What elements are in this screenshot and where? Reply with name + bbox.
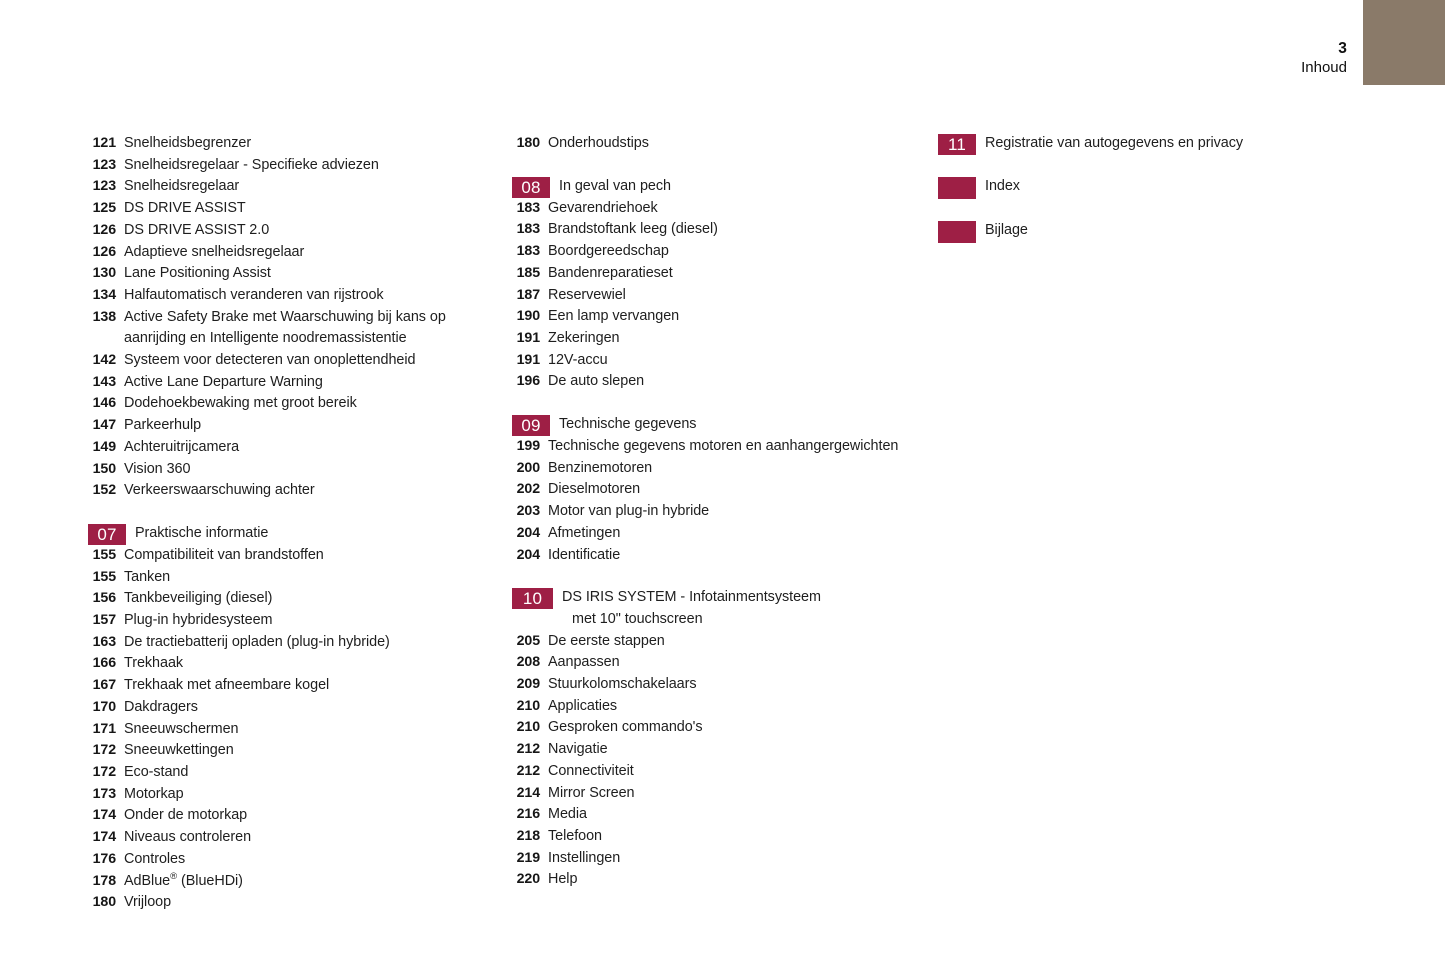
toc-entry-page: 138 (92, 308, 116, 325)
toc-entry[interactable] (88, 480, 488, 502)
toc-entry[interactable] (88, 805, 488, 827)
toc-entry[interactable] (88, 719, 488, 741)
toc-entry-title: Motorkap (124, 785, 184, 802)
toc-entry-page: 174 (92, 829, 116, 846)
section-spacer (88, 502, 488, 523)
section-spacer (938, 155, 1358, 176)
toc-entry[interactable] (512, 133, 912, 155)
toc-entry-page: 212 (516, 762, 540, 779)
toc-entry-title: Dakdragers (124, 698, 198, 715)
toc-entry-page: 183 (516, 221, 540, 238)
toc-entry[interactable] (512, 761, 912, 783)
toc-entry-page: 123 (92, 178, 116, 195)
toc-column-3 (938, 133, 1358, 243)
toc-entry-page: 199 (516, 438, 540, 455)
toc-entry[interactable] (88, 588, 488, 610)
toc-entry-title: Onderhoudstips (548, 135, 649, 151)
toc-entry-page: 183 (516, 199, 540, 216)
toc-entry-page: 214 (516, 784, 540, 801)
toc-chapter-heading[interactable] (938, 220, 1358, 243)
toc-entry-title: Gevarendriehoek (548, 199, 658, 216)
toc-entry-title: Active Lane Departure Warning (124, 373, 323, 390)
chapter-number-badge: 10 (512, 588, 553, 609)
section-spacer (512, 566, 912, 587)
toc-entry[interactable] (512, 739, 912, 761)
toc-entry-title: Lane Positioning Assist (124, 265, 271, 282)
toc-entry-page: 200 (516, 459, 540, 476)
toc-entry-title: Motor van plug-in hybride (548, 503, 710, 520)
toc-chapter-heading[interactable] (512, 176, 912, 198)
toc-entry-page: 130 (92, 265, 116, 282)
toc-entry[interactable] (512, 696, 912, 718)
toc-entry[interactable] (88, 653, 488, 675)
toc-entry-title: Zekeringen (548, 329, 620, 346)
toc-entry-page: 204 (516, 524, 540, 541)
toc-entry-title: Gesproken commando's (548, 719, 703, 736)
toc-entry-page: 174 (92, 807, 116, 824)
toc-entry-title: Compatibiliteit van brandstoffen (124, 546, 324, 563)
toc-entry-title: Help (548, 871, 578, 888)
toc-entry-title: Dodehoekbewaking met groot bereik (124, 395, 357, 412)
section-spacer (512, 155, 912, 176)
toc-entry-page: 210 (516, 697, 540, 714)
toc-entry-title: Een lamp vervangen (548, 308, 680, 325)
toc-entry-title: Niveaus controleren (124, 829, 252, 846)
section-spacer (512, 393, 912, 414)
toc-entry-page: 126 (92, 221, 116, 238)
toc-entry-page: 157 (92, 612, 116, 629)
toc-entry[interactable] (88, 827, 488, 849)
toc-entry-page: 146 (92, 395, 116, 412)
toc-entry-title: Connectiviteit (548, 762, 634, 779)
chapter-title: Praktische informatie (135, 524, 269, 541)
toc-entry-title: Onder de motorkap (124, 807, 248, 824)
toc-entry-page: 202 (516, 481, 540, 498)
toc-entry[interactable] (512, 371, 912, 393)
toc-entry-page: 155 (92, 568, 116, 585)
header-corner-tab (1363, 0, 1445, 85)
toc-entry-title: Stuurkolomschakelaars (548, 676, 697, 693)
toc-entry-title: De auto slepen (548, 373, 645, 390)
toc-entry-page: 203 (516, 503, 540, 520)
toc-entry[interactable] (88, 133, 488, 155)
toc-entry-page: 183 (516, 243, 540, 260)
toc-entry-title: Systeem voor detecteren van onoplettendheid (124, 352, 416, 369)
toc-entry-title: Navigatie (548, 741, 608, 758)
toc-entry[interactable] (512, 458, 912, 480)
toc-entry[interactable] (512, 545, 912, 567)
toc-entry[interactable] (512, 479, 912, 501)
toc-entry-title: Technische gegevens motoren en aanhangergewichten (548, 438, 899, 455)
toc-entry-title: Halfautomatisch veranderen van rijstrook (124, 286, 384, 303)
toc-entry-title: Snelheidsregelaar - Specifieke adviezen (124, 156, 379, 173)
toc-entry-title: 12V-accu (548, 351, 608, 368)
toc-entry[interactable] (88, 740, 488, 762)
toc-entry-title: Controles (124, 850, 186, 867)
toc-entry[interactable] (88, 567, 488, 589)
toc-entry[interactable] (512, 328, 912, 350)
toc-entry-page: 155 (92, 546, 116, 563)
toc-entry-title: Mirror Screen (548, 784, 635, 801)
chapter-title: Index (985, 178, 1020, 194)
toc-entry-page: 173 (92, 785, 116, 802)
toc-entry-page: 143 (92, 373, 116, 390)
toc-entry-page: 209 (516, 676, 540, 693)
toc-entry[interactable] (88, 892, 488, 914)
chapter-number-badge (938, 177, 976, 199)
toc-entry-title: Adaptieve snelheidsregelaar (124, 243, 305, 260)
toc-entry[interactable] (88, 372, 488, 394)
toc-entry-page: 210 (516, 719, 540, 736)
toc-entry[interactable] (88, 155, 488, 177)
toc-entry-page: 142 (92, 352, 116, 369)
toc-entry-title: Trekhaak met afneembare kogel (124, 677, 330, 694)
toc-chapter-heading[interactable] (938, 133, 1358, 155)
toc-entry[interactable] (512, 804, 912, 826)
toc-entry-title: Reservewiel (548, 286, 626, 303)
toc-entry-title: Active Safety Brake met Waarschuwing bij kans op aanrijding en Intelligente noodremassistentie (124, 308, 446, 347)
toc-entry[interactable] (88, 415, 488, 437)
toc-entry-title: Aanpassen (548, 654, 620, 671)
toc-entry[interactable] (88, 849, 488, 871)
toc-entry-title: Applicaties (548, 697, 618, 714)
toc-entry-page: 170 (92, 698, 116, 715)
toc-entry[interactable] (512, 219, 912, 241)
toc-entry-page: 176 (92, 850, 116, 867)
toc-entry-page: 152 (92, 482, 116, 499)
toc-entry-page: 187 (516, 286, 540, 303)
toc-entry-title: DS DRIVE ASSIST (124, 200, 246, 217)
toc-entry[interactable] (512, 501, 912, 523)
toc-entry[interactable] (88, 545, 488, 567)
toc-entry[interactable] (88, 198, 488, 220)
chapter-number-badge: 08 (512, 177, 550, 198)
toc-entry-title: Tankbeveiliging (diesel) (124, 590, 273, 607)
toc-entry-title: Plug-in hybridesysteem (124, 612, 273, 629)
toc-entry-title: Instellingen (548, 849, 621, 866)
toc-entry[interactable] (88, 871, 488, 893)
toc-entry[interactable] (512, 241, 912, 263)
toc-entry-title: Sneeuwschermen (124, 720, 239, 737)
toc-entry-page: 123 (92, 156, 116, 173)
toc-chapter-heading[interactable] (938, 176, 1358, 199)
chapter-number-badge: 11 (938, 134, 976, 155)
toc-entry[interactable] (512, 350, 912, 372)
toc-entry-page: 180 (516, 135, 540, 151)
toc-entry-page: 172 (92, 742, 116, 759)
chapter-title: Technische gegevens (559, 416, 697, 433)
toc-entry-title: De eerste stappen (548, 632, 665, 649)
toc-entry-page: 208 (516, 654, 540, 671)
toc-entry-page: 150 (92, 460, 116, 477)
toc-entry-page: 147 (92, 417, 116, 434)
toc-entry-title: Afmetingen (548, 524, 621, 541)
toc-entry-page: 180 (92, 894, 116, 911)
toc-entry[interactable] (88, 697, 488, 719)
toc-entry-page: 220 (516, 871, 540, 888)
chapter-title: In geval van pech (559, 177, 671, 194)
toc-column-2 (512, 133, 912, 891)
toc-entry-title: Tanken (124, 568, 171, 585)
page-number: 3 (1338, 40, 1347, 57)
toc-entry-title: De tractiebatterij opladen (plug-in hybride) (124, 633, 390, 650)
toc-chapter-heading[interactable] (512, 414, 912, 436)
toc-entry-title: Achteruitrijcamera (124, 438, 240, 455)
toc-entry-title: Identificatie (548, 546, 621, 563)
page-header (1150, 40, 1347, 77)
toc-entry[interactable] (512, 869, 912, 891)
toc-entry[interactable] (88, 307, 488, 350)
toc-entry-title: Brandstoftank leeg (diesel) (548, 221, 718, 238)
toc-chapter-heading[interactable] (512, 587, 912, 630)
toc-entry-page: 166 (92, 655, 116, 672)
chapter-title: Registratie van autogegevens en privacy (985, 135, 1244, 151)
toc-entry-page: 205 (516, 632, 540, 649)
toc-entry-title: Parkeerhulp (124, 417, 202, 434)
chapter-title: DS IRIS SYSTEM - Infotainmentsysteem met 10" touchscreen (562, 587, 912, 630)
toc-entry-page: 172 (92, 763, 116, 780)
toc-entry-title: Trekhaak (124, 655, 184, 672)
toc-entry[interactable] (88, 285, 488, 307)
toc-entry[interactable] (88, 220, 488, 242)
toc-entry[interactable] (512, 263, 912, 285)
toc-entry-page: 196 (516, 373, 540, 390)
toc-entry[interactable] (512, 826, 912, 848)
toc-entry[interactable] (512, 198, 912, 220)
toc-entry[interactable] (512, 717, 912, 739)
toc-entry[interactable] (512, 306, 912, 328)
toc-entry[interactable] (88, 242, 488, 264)
toc-entry-page: 191 (516, 329, 540, 346)
toc-entry-title: Snelheidsbegrenzer (124, 135, 252, 151)
toc-entry-page: 185 (516, 264, 540, 281)
toc-entry[interactable] (88, 263, 488, 285)
toc-entry-page: 178 (92, 872, 116, 889)
toc-entry[interactable] (512, 674, 912, 696)
toc-entry[interactable] (88, 632, 488, 654)
toc-entry-page: 171 (92, 720, 116, 737)
toc-entry[interactable] (88, 675, 488, 697)
toc-entry[interactable] (512, 285, 912, 307)
toc-entry[interactable] (88, 176, 488, 198)
toc-entry-title: Media (548, 806, 587, 823)
section-title: Inhoud (1301, 59, 1347, 77)
toc-entry[interactable] (88, 610, 488, 632)
toc-entry-title: AdBlue® (BlueHDi) (124, 870, 243, 889)
toc-entry-page: 218 (516, 827, 540, 844)
toc-entry[interactable] (88, 762, 488, 784)
toc-entry-page: 134 (92, 286, 116, 303)
toc-entry[interactable] (512, 848, 912, 870)
toc-entry-title: Benzinemotoren (548, 459, 653, 476)
toc-entry-title: Telefoon (548, 827, 603, 844)
toc-entry-title: Sneeuwkettingen (124, 742, 234, 759)
chapter-number-badge: 09 (512, 415, 550, 436)
chapter-number-badge (938, 221, 976, 243)
toc-entry[interactable] (512, 523, 912, 545)
toc-entry-title: Dieselmotoren (548, 481, 641, 498)
toc-entry[interactable] (88, 437, 488, 459)
toc-entry-title: Vision 360 (124, 460, 191, 477)
toc-entry-title: DS DRIVE ASSIST 2.0 (124, 221, 270, 238)
toc-entry-title: Snelheidsregelaar (124, 178, 240, 195)
section-spacer (938, 199, 1358, 220)
toc-entry[interactable] (88, 459, 488, 481)
toc-entry-page: 216 (516, 806, 540, 823)
toc-entry[interactable] (88, 393, 488, 415)
toc-entry-page: 149 (92, 438, 116, 455)
toc-entry[interactable] (88, 784, 488, 806)
toc-entry-page: 204 (516, 546, 540, 563)
toc-entry-page: 156 (92, 590, 116, 607)
toc-entry-title: Boordgereedschap (548, 243, 669, 260)
toc-entry-page: 219 (516, 849, 540, 866)
toc-entry-title: Verkeerswaarschuwing achter (124, 482, 315, 499)
chapter-number-badge: 07 (88, 524, 126, 545)
toc-entry[interactable] (88, 350, 488, 372)
toc-entry-page: 163 (92, 633, 116, 650)
toc-chapter-heading[interactable] (88, 523, 488, 545)
toc-entry-page: 125 (92, 200, 116, 217)
toc-column-1 (88, 133, 488, 914)
chapter-title: Bijlage (985, 222, 1028, 238)
toc-entry-page: 126 (92, 243, 116, 260)
toc-entry[interactable] (512, 631, 912, 653)
toc-entry-title: Bandenreparatieset (548, 264, 673, 281)
toc-entry-page: 190 (516, 308, 540, 325)
toc-entry-title: Eco-stand (124, 763, 189, 780)
toc-entry[interactable] (512, 783, 912, 805)
toc-entry[interactable] (512, 652, 912, 674)
toc-entry-page: 191 (516, 351, 540, 368)
toc-entry-title: Vrijloop (124, 894, 172, 911)
toc-entry[interactable] (512, 436, 912, 458)
toc-entry-page: 212 (516, 741, 540, 758)
toc-entry-page: 167 (92, 677, 116, 694)
toc-entry-page: 121 (92, 135, 116, 151)
chapter-title-line-2: met 10" touchscreen (572, 610, 703, 627)
